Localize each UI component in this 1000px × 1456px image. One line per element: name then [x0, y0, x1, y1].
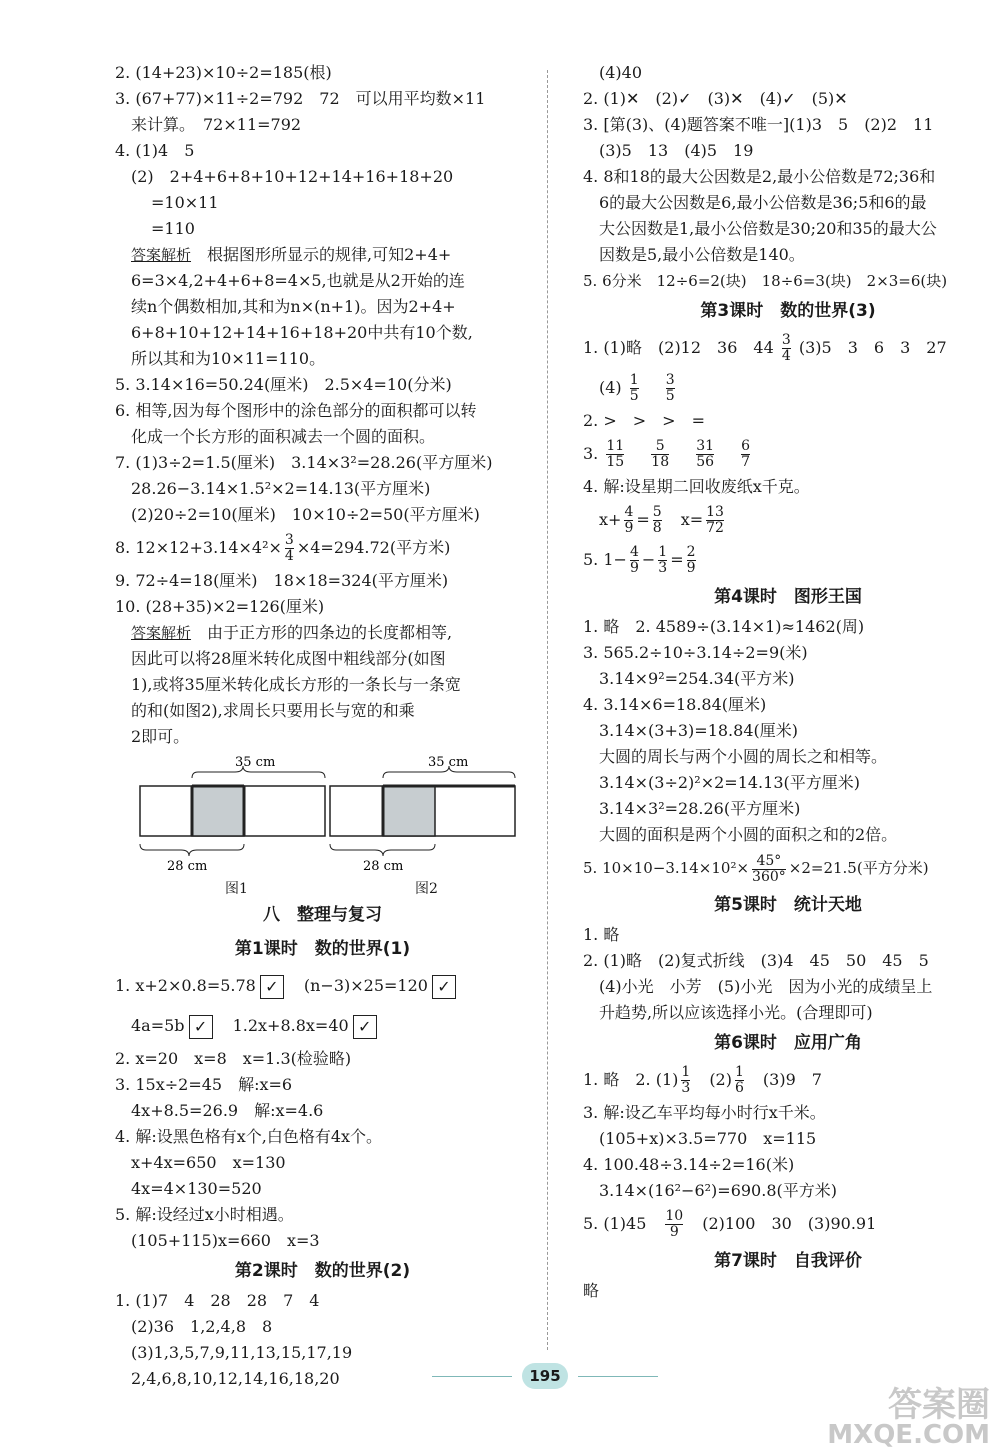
text: 1.2x+8.8x=40 [232, 1016, 349, 1035]
fig2-bottom-label: 28 cm [363, 859, 404, 874]
answer-line: 续n个偶数相加,其和为n×(n+1)。因为2+4+ [131, 297, 456, 316]
text: (4) [599, 378, 622, 397]
fig2-shaded-square [383, 786, 435, 836]
answer-line: 3. 解:设乙车平均每小时行x千米。 [583, 1103, 826, 1122]
answer-line [583, 434, 993, 474]
lesson-title: 第2课时 数的世界(2) [234, 1261, 411, 1281]
text: ×2=21.5(平方分米) [788, 859, 929, 877]
denominator: 9 [686, 560, 696, 576]
answer-line: 1. (1)7 4 28 28 7 4 [115, 1291, 320, 1310]
page-number-rule-left [432, 1376, 512, 1377]
lesson-title: 第7课时 自我评价 [714, 1251, 862, 1271]
answer-line: 3. 15x÷2=45 解:x=6 [115, 1075, 293, 1094]
text: ×4=294.72(平方米) [296, 538, 451, 557]
fraction [681, 1065, 690, 1096]
answer-line: (2)36 1,2,4,8 8 [131, 1317, 273, 1336]
check-box: ✓ [353, 1015, 377, 1039]
lesson-title: 第4课时 图形王国 [714, 587, 862, 607]
text: (2)100 30 (3)90.91 [702, 1214, 877, 1233]
fraction [658, 545, 667, 576]
text: (2) [709, 1070, 732, 1089]
figure-captions [115, 876, 530, 898]
fraction [696, 439, 714, 470]
watermark-site: MXQE.COM [827, 1420, 990, 1450]
fraction [666, 373, 675, 404]
numerator: 4 [629, 544, 639, 560]
text: 5. 1− [583, 550, 627, 569]
answer-line [583, 368, 993, 408]
answer-line: 3.14×(3÷2)²×2=14.13(平方厘米) [599, 773, 860, 792]
numerator: 1 [734, 1064, 744, 1080]
numerator: 4 [624, 504, 634, 520]
rectangle-figures [115, 756, 530, 876]
answer-line: 3. (67+77)×11÷2=792 72 可以用平均数×11 [115, 89, 486, 108]
text: x= [680, 510, 704, 529]
answer-line: 2即可。 [131, 727, 190, 746]
answer-line: 4. 3.14×6=18.84(厘米) [583, 695, 767, 714]
answer-line: 来计算。 72×11=792 [131, 115, 302, 134]
answer-line: 6+8+10+12+14+16+18+20中共有10个数, [131, 323, 473, 342]
answer-line: 4x+8.5=26.9 解:x=4.6 [131, 1101, 324, 1120]
fig1-shaded-square [192, 786, 244, 836]
denominator: 56 [696, 454, 715, 470]
answer-line [583, 500, 993, 540]
numerator: 1 [658, 544, 668, 560]
denominator: 72 [706, 520, 724, 536]
right-column [583, 60, 993, 1304]
answer-line: 3.14×3²=28.26(平方厘米) [599, 799, 801, 818]
text: 4a=5b [131, 1016, 185, 1035]
denominator: 6 [734, 1080, 744, 1096]
page-number: 195 [522, 1363, 568, 1389]
denominator: 3 [658, 560, 668, 576]
text: (3)9 7 [762, 1070, 822, 1089]
fraction [706, 505, 724, 536]
numerator: 5 [655, 438, 665, 454]
numerator: 6 [741, 438, 751, 454]
answer-line: 3.14×(3+3)=18.84(厘米) [599, 721, 798, 740]
numerator: 31 [696, 438, 715, 454]
watermark-logo-text: 答案圈 [888, 1385, 990, 1425]
text: 3. [583, 444, 599, 463]
fig2-caption: 图2 [415, 881, 438, 897]
answer-analysis-label: 答案解析 [131, 246, 192, 264]
answer-line [583, 540, 993, 580]
numerator: 13 [706, 504, 724, 520]
answer-line [583, 328, 993, 368]
answer-line [583, 1204, 993, 1244]
text: 1. 略 2. (1) [583, 1070, 679, 1089]
numerator: 3 [284, 532, 294, 548]
answer-line: 9. 72÷4=18(厘米) 18×18=324(平方厘米) [115, 571, 449, 590]
answer-explanation [115, 242, 530, 268]
text: = [670, 550, 684, 569]
fraction [782, 333, 791, 364]
fig2-brace-bottom [330, 844, 435, 856]
numerator: 2 [686, 544, 696, 560]
numerator: 11 [606, 438, 625, 454]
answer-line [115, 1006, 530, 1046]
answer-line: (4)小光 小芳 (5)小光 因为小光的成绩呈上 [599, 977, 933, 996]
denominator: 9 [624, 520, 634, 536]
fraction [687, 545, 696, 576]
explanation-text: 根据图形所显示的规律,可知2+4+ [207, 245, 452, 264]
numerator: 3 [781, 332, 791, 348]
answer-line: (3)5 13 (4)5 19 [599, 141, 754, 160]
answer-line: 4. 解:设黑色格有x个,白色格有4x个。 [115, 1127, 383, 1146]
fig1-caption: 图1 [225, 881, 248, 897]
fraction [606, 439, 624, 470]
answer-line: =110 [151, 219, 195, 238]
answer-analysis-label: 答案解析 [131, 624, 192, 642]
text: 1. (1)略 (2)12 36 44 [583, 338, 774, 357]
denominator: 9 [665, 1224, 683, 1240]
denominator: 5 [665, 388, 675, 404]
answer-line: 大圆的面积是两个小圆的面积之和的2倍。 [599, 825, 898, 844]
answer-line: 6的最大公因数是6,最小公倍数是36;5和6的最 [599, 193, 927, 212]
answer-line: 升趋势,所以应该选择小光。(合理即可) [599, 1003, 873, 1022]
answer-line: 2. x=20 x=8 x=1.3(检验略) [115, 1049, 352, 1068]
fraction [741, 439, 750, 470]
answer-line: 4x=4×130=520 [131, 1179, 262, 1198]
text: x+ [599, 510, 622, 529]
text: 1. x+2×0.8=5.78 [115, 976, 256, 995]
denominator: 5 [629, 388, 639, 404]
answer-line: 因数是5,最小公倍数是140。 [599, 245, 805, 264]
answer-line: 2. (1)✕ (2)✓ (3)✕ (4)✓ (5)✕ [583, 89, 848, 108]
answer-line: (3)1,3,5,7,9,11,13,15,17,19 [131, 1343, 353, 1362]
denominator: 8 [652, 520, 662, 536]
answer-line [115, 528, 530, 568]
answer-line: (105+x)×3.5=770 x=115 [599, 1129, 817, 1148]
numerator: 1 [681, 1064, 691, 1080]
answer-line: 大圆的周长与两个小圆的周长之和相等。 [599, 747, 888, 766]
denominator: 18 [651, 454, 670, 470]
denominator: 15 [606, 454, 625, 470]
numerator: 1 [629, 372, 639, 388]
answer-line [583, 1060, 993, 1100]
answer-line: 2. (14+23)×10÷2=185(根) [115, 63, 332, 82]
answer-line: 化成一个长方形的面积减去一个圆的面积。 [131, 427, 436, 446]
chapter-title: 八 整理与复习 [263, 905, 382, 925]
text: 5. 10×10−3.14×10²× [583, 859, 750, 877]
fraction [735, 1065, 744, 1096]
fraction [630, 545, 639, 576]
answer-line: 4. 解:设星期二回收废纸x千克。 [583, 477, 810, 496]
answer-line: 所以其和为10×11=110。 [131, 349, 326, 368]
answer-line: 3.14×9²=254.34(平方米) [599, 669, 795, 688]
answer-line: (105+115)x=660 x=3 [131, 1231, 320, 1250]
text: (n−3)×25=120 [303, 976, 428, 995]
left-column [115, 60, 530, 1392]
fig1-top-label: 35 cm [235, 756, 276, 770]
answer-line: 1. 略 2. 4589÷(3.14×1)≈1462(周) [583, 617, 865, 636]
fraction [665, 1209, 683, 1240]
denominator: 4 [781, 348, 791, 364]
column-divider [547, 70, 548, 1350]
text: − [641, 550, 656, 569]
answer-line: 3. [第(3)、(4)题答案不唯一](1)3 5 (2)2 11 [583, 115, 934, 134]
numerator: 3 [665, 372, 675, 388]
check-box: ✓ [260, 975, 284, 999]
numerator: 10 [665, 1208, 684, 1224]
answer-line: (4)40 [599, 63, 643, 82]
text: 5. (1)45 [583, 1214, 647, 1233]
answer-line: 1),或将35厘米转化成长方形的一条长与一条宽 [131, 675, 461, 694]
lesson-title: 第3课时 数的世界(3) [700, 301, 876, 321]
fraction [752, 854, 786, 885]
answer-explanation [115, 620, 530, 646]
fraction [653, 505, 662, 536]
fraction [624, 505, 633, 536]
answer-line: 的和(如图2),求周长只要用长与宽的和乘 [131, 701, 415, 720]
check-box: ✓ [189, 1015, 213, 1039]
fig1-brace-bottom [140, 844, 244, 856]
answer-line: 3.14×(16²−6²)=690.8(平方米) [599, 1181, 837, 1200]
answer-line: =10×11 [151, 193, 219, 212]
answer-line: 5. 3.14×16=50.24(厘米) 2.5×4=10(分米) [115, 375, 452, 394]
answer-line: 5. 6分米 12÷6=2(块) 18÷6=3(块) 2×3=6(块) [583, 272, 948, 290]
answer-line: 略 [583, 1281, 600, 1300]
answer-line: (2) 2+4+6+8+10+12+14+16+18+20 [131, 167, 454, 186]
answer-line: 3. 565.2÷10÷3.14÷2=9(米) [583, 643, 808, 662]
answer-line: 2,4,6,8,10,12,14,16,18,20 [131, 1369, 340, 1388]
figure-svg [115, 756, 530, 876]
numerator: 5 [652, 504, 662, 520]
answer-line: (2)20÷2=10(厘米) 10×10÷2=50(平方厘米) [131, 505, 480, 524]
answer-line: 5. 解:设经过x小时相遇。 [115, 1205, 294, 1224]
denominator: 7 [741, 454, 751, 470]
answer-line: 1. 略 [583, 925, 620, 944]
denominator: 3 [681, 1080, 691, 1096]
fraction [285, 533, 294, 564]
lesson-title: 第5课时 统计天地 [714, 895, 862, 915]
text: 8. 12×12+3.14×4²× [115, 538, 282, 557]
answer-line: 10. (28+35)×2=126(厘米) [115, 597, 325, 616]
explanation-text: 由于正方形的四条边的长度都相等, [207, 623, 453, 642]
text: = [636, 510, 650, 529]
answer-line: 4. (1)4 5 [115, 141, 195, 160]
answer-line: 4. 100.48÷3.14÷2=16(米) [583, 1155, 795, 1174]
answer-line: x+4x=650 x=130 [131, 1153, 286, 1172]
answer-line: 7. (1)3÷2=1.5(厘米) 3.14×3²=28.26(平方厘米) [115, 453, 493, 472]
answer-line: 28.26−3.14×1.5²×2=14.13(平方厘米) [131, 479, 431, 498]
watermark [827, 1385, 990, 1450]
numerator: 45° [756, 852, 782, 869]
answer-line [583, 848, 993, 888]
fraction [651, 439, 669, 470]
denominator: 360° [752, 868, 786, 885]
fig1-bottom-label: 28 cm [167, 859, 208, 874]
answer-line: 4. 8和18的最大公因数是2,最小公倍数是72;36和 [583, 167, 936, 186]
check-box: ✓ [432, 975, 456, 999]
answer-line [115, 966, 530, 1006]
fig2-top-label: 35 cm [428, 756, 469, 770]
answer-line: 6. 相等,因为每个图形中的涂色部分的面积都可以转 [115, 401, 477, 420]
answer-line: 因此可以将28厘米转化成图中粗线部分(如图 [131, 649, 446, 668]
fraction [630, 373, 639, 404]
denominator: 4 [284, 548, 294, 564]
lesson-title: 第6课时 应用广角 [714, 1033, 862, 1053]
text: (3)5 3 6 3 27 [798, 338, 947, 357]
answer-line: 6=3×4,2+4+6+8=4×5,也就是从2开始的连 [131, 271, 465, 290]
lesson-title: 第1课时 数的世界(1) [234, 939, 411, 959]
answer-line: 2. > > > = [583, 411, 705, 430]
page-number-rule-right [578, 1376, 658, 1377]
answer-line: 2. (1)略 (2)复式折线 (3)4 45 50 45 5 [583, 951, 929, 970]
denominator: 9 [629, 560, 639, 576]
answer-line: 大公因数是1,最小公倍数是30;20和35的最大公 [599, 219, 937, 238]
